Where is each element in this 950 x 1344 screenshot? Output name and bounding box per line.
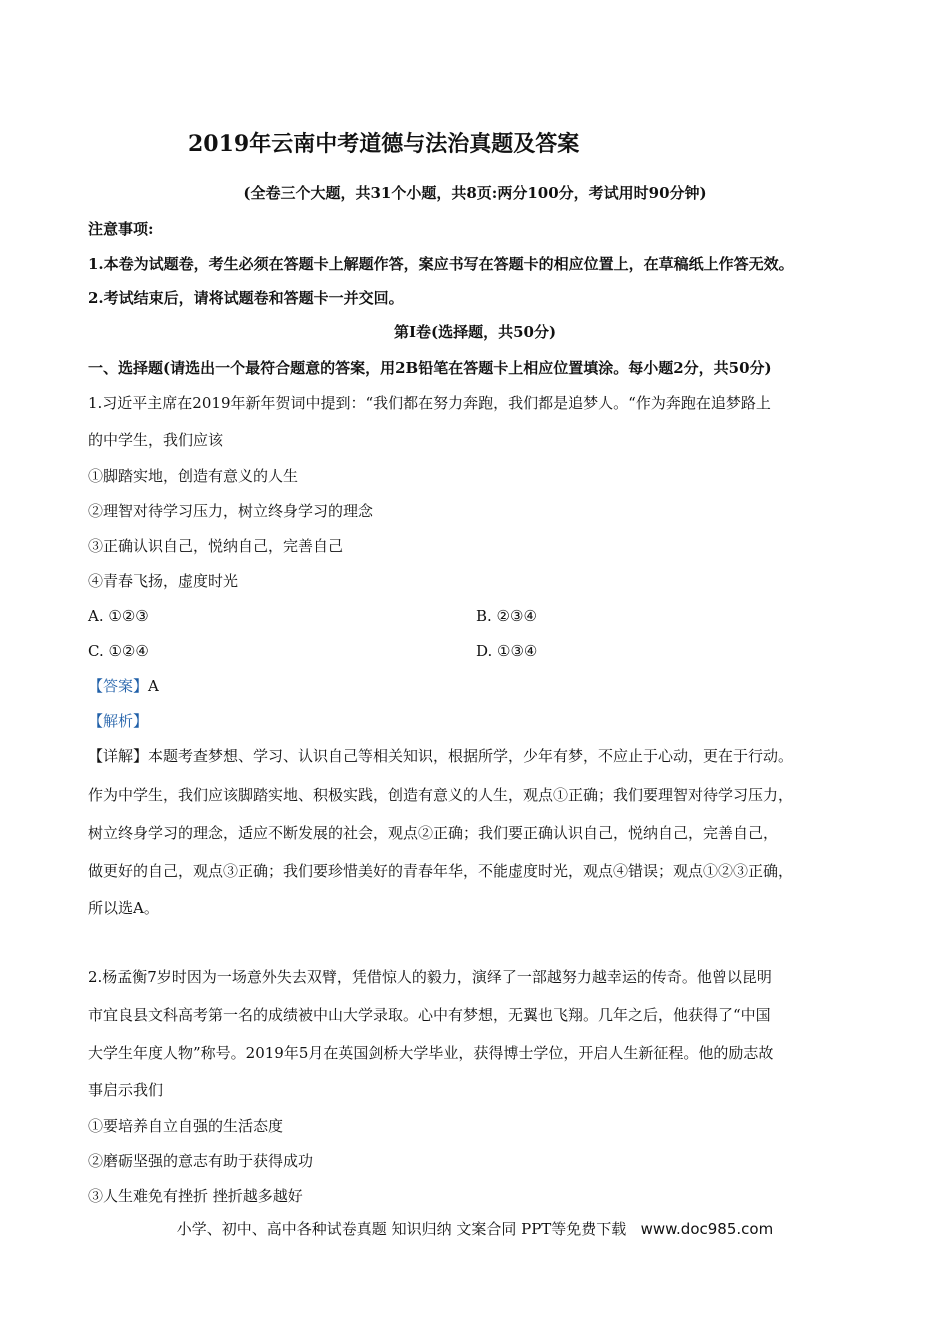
q2-stem-line-1: 2.杨孟衡7岁时因为一场意外失去双臂，凭借惊人的毅力，演绎了一部越努力越幸运的传奇。他曾以昆明 [88,968,772,986]
q1-option-a: A. ①②③ [88,607,149,625]
q1-option-b: B. ②③④ [476,607,537,625]
section-heading: 一、选择题(请选出一个最符合题意的答案，用2B铅笔在答题卡上相应位置填涂。每小题2分，共50分) [88,359,772,377]
q1-detail-line-4: 做更好的自己，观点③正确；我们要珍惜美好的青春年华，不能虚度时光，观点④错误；观点①②③正确， [88,862,794,880]
exam-info: (全卷三个大题，共31个小题，共8页:两分100分，考试用时90分钟) [243,184,707,202]
q2-stem-line-4: 事启示我们 [88,1081,164,1099]
q1-answer [88,676,159,696]
q1-statement-4: ④青春飞扬，虚度时光 [88,572,239,590]
q2-stem-line-3: 大学生年度人物”称号。2019年5月在英国剑桥大学毕业，获得博士学位，开启人生新征程。他的励志故 [88,1044,774,1062]
detail-tag: 【详解】 [88,747,149,765]
answer-tag: 【答案】 [88,677,149,695]
q1-option-c: C. ①②④ [88,642,149,660]
q1-detail-line-1 [88,746,793,766]
notice-heading: 注意事项: [88,220,154,238]
q1-statement-2: ②理智对待学习压力，树立终身学习的理念 [88,502,374,520]
q1-stem-line-1: 1.习近平主席在2019年新年贺词中提到：“我们都在努力奔跑，我们都是追梦人。“作为奔跑在追梦路上 [88,394,771,412]
q2-statement-2: ②磨砺坚强的意志有助于获得成功 [88,1152,314,1170]
page-title: 2019年云南中考道德与法治真题及答案 [188,131,580,157]
q1-option-d: D. ①③④ [476,642,538,660]
q1-detail-line-2: 作为中学生，我们应该脚踏实地、积极实践，创造有意义的人生，观点①正确；我们要理智对待学习压力， [88,786,794,804]
footer-url[interactable]: www.doc985.com [640,1220,774,1238]
q2-stem-line-2: 市宜良县文科高考第一名的成绩被中山大学录取。心中有梦想，无翼也飞翔。几年之后，他获得了“中国 [88,1006,771,1024]
part-title: 第Ⅰ卷(选择题，共50分) [393,323,557,341]
q2-statement-1: ①要培养自立自强的生活态度 [88,1117,284,1135]
detail-text-1: 本题考查梦想、学习、认识自己等相关知识，根据所学，少年有梦，不应止于心动，更在于行动。 [148,747,794,765]
q1-statement-3: ③正确认识自己，悦纳自己，完善自己 [88,537,344,555]
q1-stem-line-2: 的中学生，我们应该 [88,431,224,449]
page-footer [0,1219,950,1239]
notice-item-2: 2.考试结束后，请将试题卷和答题卡一并交回。 [88,289,404,307]
notice-item-1: 1.本卷为试题卷，考生必须在答题卡上解题作答，案应书写在答题卡的相应位置上，在草稿纸上作答无效。 [88,255,794,273]
q1-analysis-tag: 【解析】 [88,712,149,730]
q1-detail-line-3: 树立终身学习的理念，适应不断发展的社会，观点②正确；我们要正确认识自己，悦纳自己，完善自己， [88,824,779,842]
q2-statement-3: ③人生难免有挫折 挫折越多越好 [88,1187,303,1205]
answer-value: A [148,677,159,695]
q1-statement-1: ①脚踏实地，创造有意义的人生 [88,467,299,485]
footer-text: 小学、初中、高中各种试卷真题 知识归纳 文案合同 PPT等免费下载 [176,1220,627,1238]
q1-detail-line-5: 所以选A。 [88,899,159,917]
